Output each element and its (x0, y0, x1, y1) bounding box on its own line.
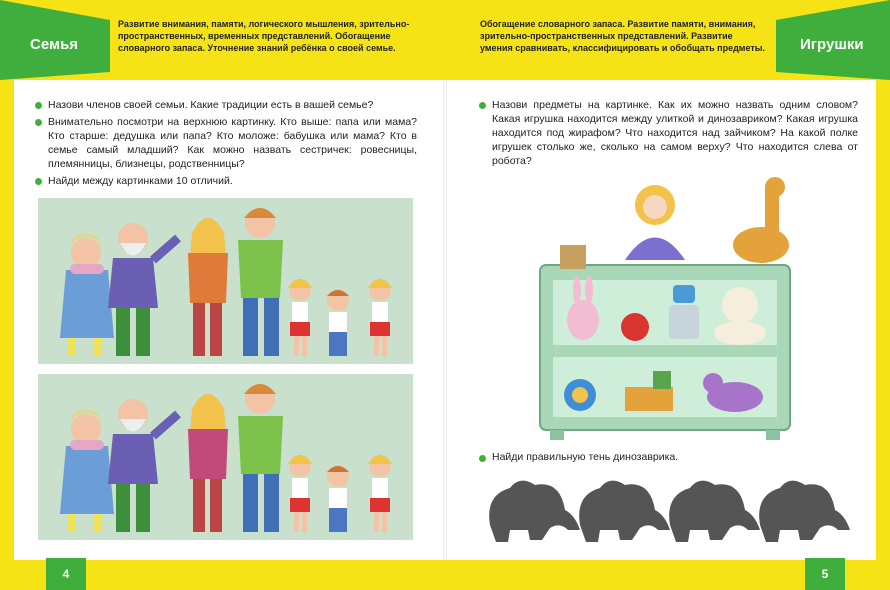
toy-shelf-picture (535, 175, 795, 445)
sister-figure (288, 279, 312, 356)
toy-shelf-illustration (535, 175, 795, 445)
sister-figure (368, 455, 392, 532)
dad-figure (238, 208, 283, 356)
shadow-option-4 (759, 481, 850, 542)
grandma-figure (60, 410, 114, 532)
grandpa-figure (108, 399, 178, 532)
bullet-dot-icon (479, 102, 486, 109)
shadow-task (478, 451, 678, 463)
bullet-dot-icon (479, 455, 486, 462)
family-picture-top (38, 198, 413, 364)
dad-figure (238, 384, 283, 532)
left-header-note: Развитие внимания, памяти, логического мышления, зрительно-пространственных, временных представлений. Обогащение словарного запаса. Уточнение знаний ребёнка о своей семье. (118, 19, 410, 53)
task-text: Назови предметы на картинке. Как их можно назвать одним словом? Какая игрушка находится между улиткой и динозавриком? Какая игрушка находится под жирафом? Что находится над зайчиком? На какой полке игрушек столько же, сколько на самом верху? Что находится слева от робота? (492, 99, 858, 167)
section-title-toys: Игрушки (800, 36, 864, 53)
list-item (478, 98, 858, 168)
task-text: Найди между картинками 10 отличий. (48, 175, 233, 187)
book-gutter (443, 80, 447, 560)
ball-toy (621, 313, 649, 341)
shadow-option-2 (579, 481, 670, 542)
page-number-right: 5 (805, 558, 845, 590)
grandma-figure (60, 234, 114, 356)
sister-figure (368, 279, 392, 356)
family-illustration-bottom (38, 374, 413, 540)
section-title-family: Семья (30, 36, 79, 53)
mom-figure (188, 394, 228, 532)
block-toy (560, 245, 586, 269)
robot-toy (669, 285, 699, 339)
family-illustration-top (38, 198, 413, 364)
list-item (34, 98, 417, 112)
sister-figure (288, 455, 312, 532)
list-item (34, 174, 417, 188)
bullet-dot-icon (35, 102, 42, 109)
shadow-option-1 (489, 481, 580, 542)
task-text: Назови членов своей семьи. Какие традиции есть в вашей семье? (48, 99, 374, 111)
bullet-dot-icon (35, 178, 42, 185)
brother-figure (327, 465, 349, 532)
task-text: Внимательно посмотри на верхнюю картинку. Кто выше: папа или мама? Кто старше: дедушка или папа? Кто моложе: бабушка или мама? Кто в семье самый младший? Как можно назвать сестричек: ровесницы, племянницы, близнецы, родственницы? (48, 116, 417, 170)
shadow-task-text: Найди правильную тень динозаврика. (492, 451, 679, 463)
brother-figure (327, 289, 349, 356)
doll-toy (625, 185, 685, 260)
right-task-list (478, 98, 858, 171)
giraffe-toy (733, 177, 789, 263)
grandpa-figure (108, 223, 178, 356)
family-picture-bottom (38, 374, 413, 540)
dinosaur-shadows (480, 470, 860, 545)
page-number-left: 4 (46, 558, 86, 590)
mom-figure (188, 218, 228, 356)
left-task-list (34, 98, 417, 191)
snail-toy (564, 379, 596, 411)
list-item (34, 115, 417, 171)
bullet-dot-icon (35, 119, 42, 126)
right-header-note: Обогащение словарного запаса. Развитие памяти, внимания, зрительно-пространственных представлений. Развитие умения сравнивать, классифицировать и обобщать предметы. (480, 19, 765, 53)
shadow-option-3 (669, 481, 760, 542)
